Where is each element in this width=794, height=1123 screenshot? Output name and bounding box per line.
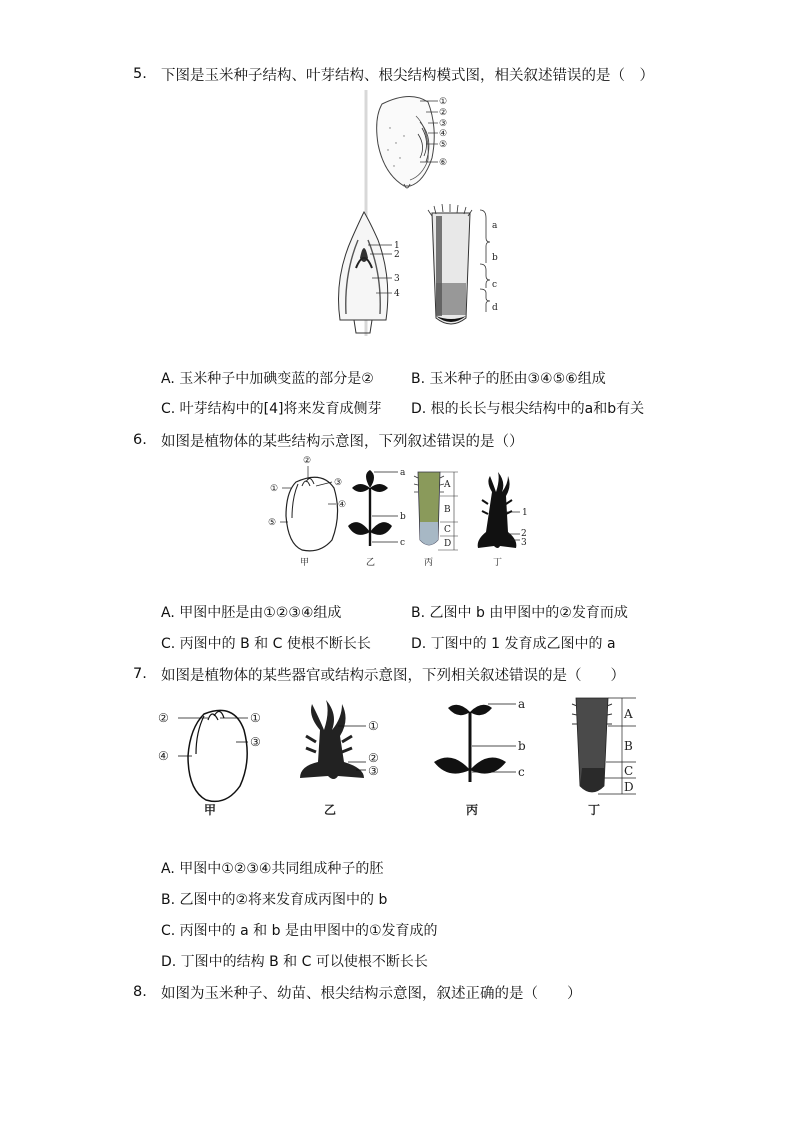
q7-option-b[interactable]: B. 乙图中的②将来发育成丙图中的 b — [161, 892, 388, 908]
q7-yi-label-3: ③ — [368, 764, 379, 778]
q6-ding-label-2: 2 — [521, 529, 527, 539]
q7-caption-bing: 丙 — [466, 803, 479, 817]
q5-number: 5. — [133, 66, 147, 82]
label-bud-2: 2 — [394, 250, 400, 260]
label-root-c: c — [492, 280, 498, 290]
q6-option-d[interactable]: D. 丁图中的 1 发育成乙图中的 a — [411, 636, 616, 652]
q8-number: 8. — [133, 984, 147, 1000]
label-seed-1: ① — [439, 97, 448, 107]
label-root-b: b — [492, 253, 498, 263]
q6-ding-label-1: 1 — [522, 508, 528, 518]
q6-yi-label-b: b — [400, 512, 406, 522]
label-bud-1: 1 — [394, 241, 400, 251]
q6-jia-label-4: ④ — [338, 500, 347, 510]
q7-caption-ding: 丁 — [588, 803, 601, 817]
q7-jia-label-2: ② — [158, 711, 169, 725]
q5-leaf-bud-diagram — [339, 212, 401, 333]
label-seed-5: ⑤ — [439, 140, 448, 150]
q7-ding-label-b: B — [624, 739, 633, 753]
label-root-a: a — [492, 221, 498, 231]
q7-yi-label-1: ① — [368, 719, 379, 733]
label-bud-4: 4 — [394, 289, 400, 299]
q6-caption-yi: 乙 — [366, 558, 376, 568]
q6-bean-seed-diagram — [268, 456, 346, 568]
q6-jia-label-2: ② — [303, 456, 312, 466]
q6-yi-label-c: c — [400, 538, 406, 548]
q7-number: 7. — [133, 666, 147, 682]
q6-bing-label-d: D — [444, 539, 452, 549]
q7-figure — [152, 690, 652, 820]
q7-caption-yi: 乙 — [324, 803, 337, 817]
q6-root-tip-diagram — [414, 472, 458, 568]
q6-yi-label-a: a — [400, 468, 406, 478]
q7-root-tip-diagram — [572, 698, 636, 817]
q5-option-b[interactable]: B. 玉米种子的胚由③④⑤⑥组成 — [411, 371, 606, 387]
q7-seedling-diagram — [434, 697, 526, 817]
q6-bing-label-a: A — [444, 480, 451, 490]
label-root-d: d — [492, 303, 498, 313]
q7-stem: 如图是植物体的某些器官或结构示意图，下列相关叙述错误的是（ ） — [161, 668, 625, 684]
q7-leaf-bud-diagram — [300, 700, 379, 817]
q5-stem: 下图是玉米种子结构、叶芽结构、根尖结构模式图，相关叙述错误的是（ ） — [161, 68, 654, 84]
q7-bing-label-c: c — [518, 765, 525, 779]
q6-jia-label-1: ① — [270, 484, 279, 494]
q7-option-d[interactable]: D. 丁图中的结构 B 和 C 可以使根不断长长 — [161, 954, 428, 970]
q6-jia-label-5: ⑤ — [268, 518, 277, 528]
q5-option-c[interactable]: C. 叶芽结构中的[4]将来发育成侧芽 — [161, 401, 382, 417]
q7-jia-label-1: ① — [250, 711, 261, 725]
q7-bing-label-a: a — [518, 697, 526, 711]
q7-yi-label-2: ② — [368, 751, 379, 765]
label-seed-3: ③ — [439, 119, 448, 129]
q5-figure — [330, 88, 690, 338]
label-seed-6: ⑥ — [439, 158, 448, 168]
q5-option-d[interactable]: D. 根的长长与根尖结构中的a和b有关 — [411, 401, 645, 417]
q6-caption-ding: 丁 — [493, 558, 503, 568]
q7-option-c[interactable]: C. 丙图中的 a 和 b 是由甲图中的①发育成的 — [161, 923, 438, 939]
q5-corn-seed-diagram — [377, 96, 447, 188]
q6-option-a[interactable]: A. 甲图中胚是由①②③④组成 — [161, 605, 342, 621]
q7-bean-seed-diagram — [158, 710, 261, 817]
label-seed-4: ④ — [439, 129, 448, 139]
q6-jia-label-3: ③ — [334, 478, 343, 488]
q6-ding-label-3: 3 — [521, 538, 527, 548]
q5-option-a[interactable]: A. 玉米种子中加碘变蓝的部分是② — [161, 371, 374, 387]
q6-number: 6. — [133, 432, 147, 448]
q6-caption-jia: 甲 — [300, 558, 310, 568]
q6-option-b[interactable]: B. 乙图中 b 由甲图中的②发育而成 — [411, 605, 628, 621]
q6-bing-label-c: C — [444, 525, 451, 535]
q5-root-tip-diagram — [428, 204, 498, 324]
q6-leaf-bud-diagram — [478, 472, 528, 568]
label-bud-3: 3 — [394, 274, 400, 284]
q7-bing-label-b: b — [518, 739, 526, 753]
q6-bing-label-b: B — [444, 505, 451, 515]
q6-caption-bing: 丙 — [424, 558, 434, 568]
q7-ding-label-c: C — [624, 764, 634, 778]
q6-stem: 如图是植物体的某些结构示意图，下列叙述错误的是（） — [161, 434, 524, 450]
label-seed-2: ② — [439, 108, 448, 118]
q7-ding-label-d: D — [624, 780, 634, 794]
q7-jia-label-3: ③ — [250, 735, 261, 749]
q7-ding-label-a: A — [624, 707, 633, 721]
q7-caption-jia: 甲 — [204, 803, 217, 817]
q6-option-c[interactable]: C. 丙图中的 B 和 C 使根不断长长 — [161, 636, 371, 652]
q8-stem: 如图为玉米种子、幼苗、根尖结构示意图，叙述正确的是（ ） — [161, 986, 582, 1002]
q6-seedling-diagram — [348, 468, 406, 568]
q7-option-a[interactable]: A. 甲图中①②③④共同组成种子的胚 — [161, 861, 384, 877]
q7-jia-label-4: ④ — [158, 749, 169, 763]
q6-figure — [262, 452, 532, 572]
